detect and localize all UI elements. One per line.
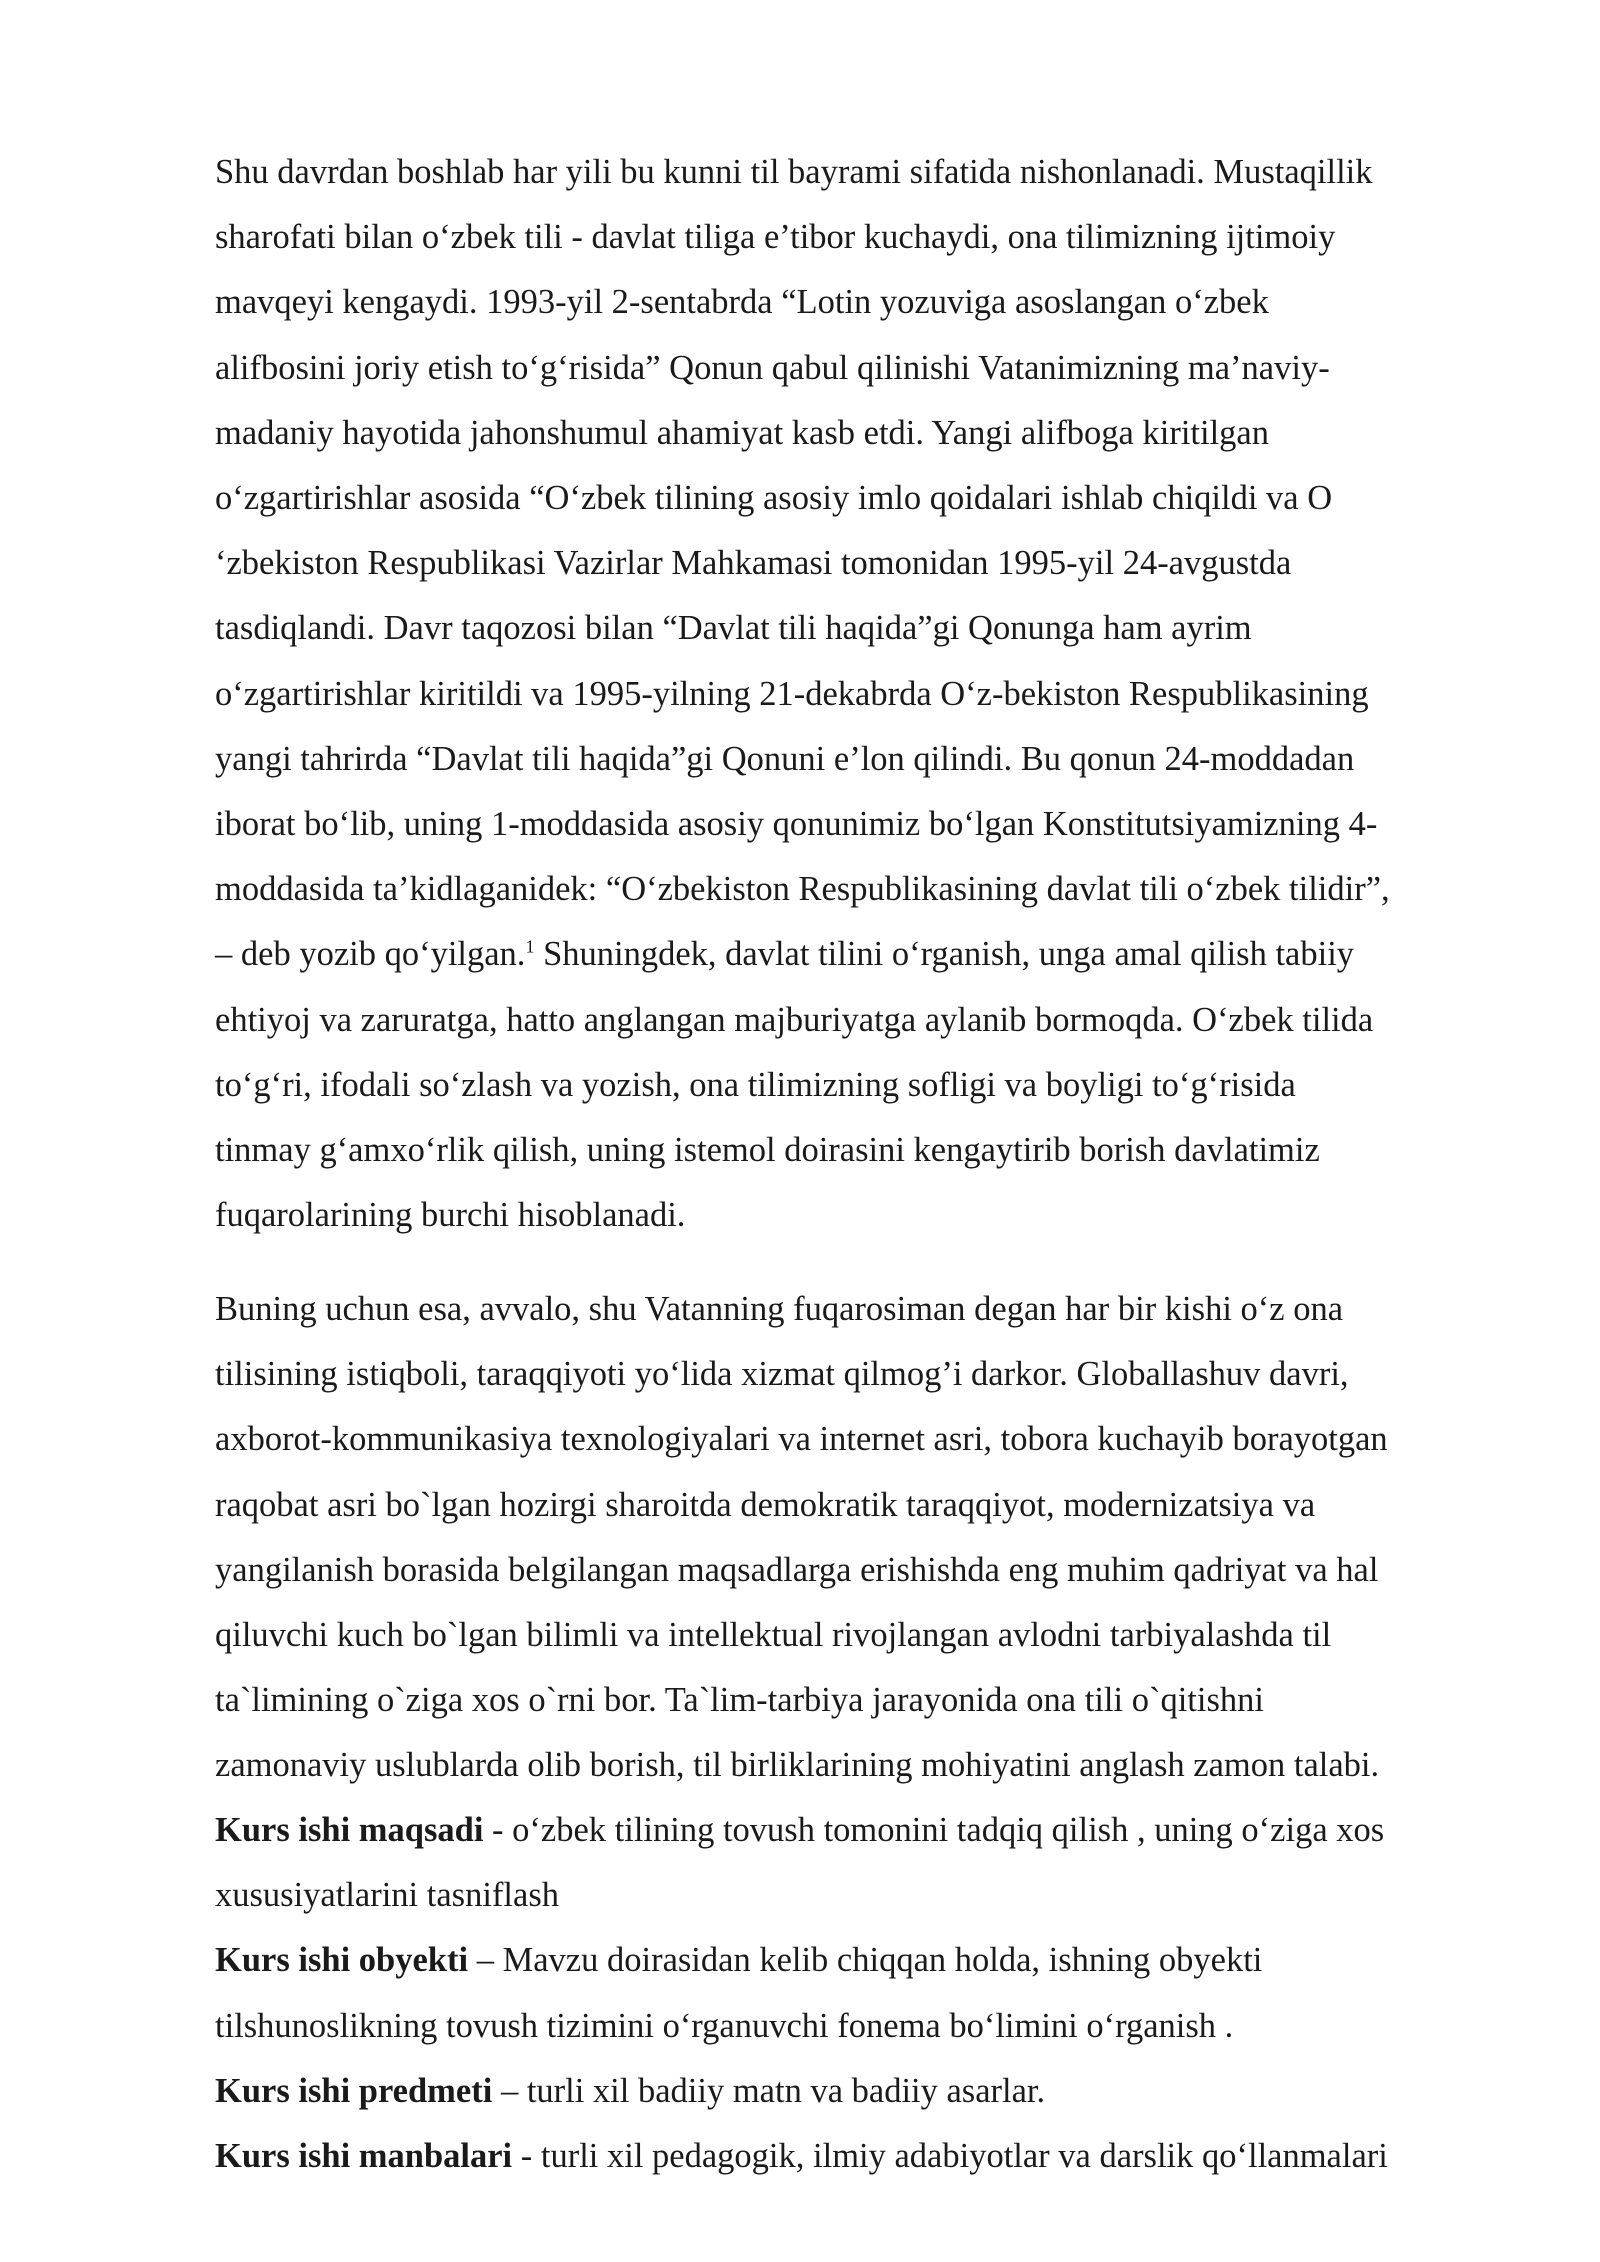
- text-line: axborot-kommunikasiya texnologiyalari va internet asri, tobora kuchayib borayotgan: [215, 1420, 1388, 1459]
- footnote-reference[interactable]: 1: [525, 936, 535, 957]
- course-work-definitions: [215, 1798, 1505, 2189]
- definition-object: [215, 1928, 1505, 1993]
- text-line: Buning uchun esa, avvalo, shu Vatanning fuqarosiman degan har bir kishi o‘z ona: [215, 1290, 1344, 1328]
- text-line-with-footnote: [215, 922, 1505, 987]
- definition-continuation: xususiyatlarini tasniflash: [215, 1876, 559, 1915]
- text-line: tilisining istiqboli, taraqqiyoti yo‘lida xizmat qilmog’i darkor. Globallashuv davri,: [215, 1355, 1349, 1394]
- text-segment: Shuningdek, davlat tilini o‘rganish, unga amal qilish tabiiy: [534, 935, 1355, 974]
- text-line: o‘zgartirishlar kiritildi va 1995-yilning 21-dekabrda O‘z-bekiston Respublikasining: [215, 674, 1369, 713]
- definition-text: - o‘zbek tilining tovush tomonini tadqiq qilish , uning o‘ziga xos: [483, 1811, 1385, 1849]
- text-line: fuqarolarining burchi hisoblanadi.: [215, 1196, 686, 1235]
- definition-subject: [215, 2059, 1505, 2124]
- definition-term: Kurs ishi obyekti: [215, 1941, 469, 1980]
- text-line: tinmay g‘amxo‘rlik qilish, uning istemol doirasini kengaytirib borish davlatimiz: [215, 1131, 1320, 1170]
- text-line: zamonaviy uslublarda olib borish, til birliklarining mohiyatini anglash zamon talabi.: [215, 1746, 1380, 1785]
- text-line: mavqeyi kengaydi. 1993-yil 2-sentabrda “Lotin yozuviga asoslangan o‘zbek: [215, 283, 1269, 322]
- text-line: Shu davrdan boshlab har yili bu kunni til bayrami sifatida nishonlanadi. Mustaqillik: [215, 153, 1373, 191]
- definition-text: - turli xil pedagogik, ilmiy adabiyotlar va darslik qo‘llanmalari: [512, 2137, 1388, 2176]
- text-line: sharofati bilan o‘zbek tili - davlat tiliga e’tibor kuchaydi, ona tilimizning ijtimoiy: [215, 218, 1336, 257]
- definition-text: – turli xil badiiy matn va badiiy asarlar.: [492, 2071, 1046, 2110]
- text-line: moddasida ta’kidlaganidek: “O‘zbekiston Respublikasining davlat tili o‘zbek tilidir”,: [215, 870, 1390, 909]
- definition-term: Kurs ishi predmeti: [215, 2071, 493, 2110]
- definition-text: – Mavzu doirasidan kelib chiqqan holda, ishning obyekti: [468, 1941, 1263, 1980]
- text-line: alifbosini joriy etish to‘g‘risida” Qonun qabul qilinishi Vatanimizning ma’naviy-: [215, 348, 1330, 387]
- definition-goal: [215, 1798, 1505, 1863]
- text-line: raqobat asri bo`lgan hozirgi sharoitda demokratik taraqqiyot, modernizatsiya va: [215, 1485, 1316, 1524]
- text-line: o‘zgartirishlar asosida “O‘zbek tilining asosiy imlo qoidalari ishlab chiqildi va O: [215, 479, 1333, 518]
- text-line: ta`limining o`ziga xos o`rni bor. Ta`lim-tarbiya jarayonida ona tili o`qitishni: [215, 1681, 1264, 1720]
- definition-term: Kurs ishi manbalari: [215, 2137, 513, 2176]
- paragraph-language-law: [215, 140, 1505, 1248]
- text-line: iborat bo‘lib, uning 1-moddasida asosiy qonunimiz bo‘lgan Konstitutsiyamizning 4-: [215, 805, 1378, 844]
- text-line: madaniy hayotida jahonshumul ahamiyat kasb etdi. Yangi alifboga kiritilgan: [215, 413, 1269, 452]
- text-line: ehtiyoj va zaruratga, hatto anglangan majburiyatga aylanib bormoqda. O‘zbek tilida: [215, 1000, 1374, 1039]
- text-line: qiluvchi kuch bo`lgan bilimli va intellektual rivojlangan avlodni tarbiyalashda til: [215, 1616, 1332, 1655]
- paragraph-citizenship: [215, 1277, 1505, 1799]
- definition-sources: [215, 2124, 1505, 2189]
- text-line: to‘g‘ri, ifodali so‘zlash va yozish, ona tilimizning sofligi va boyligi to‘g‘risida: [215, 1065, 1296, 1104]
- definition-continuation: tilshunoslikning tovush tizimini o‘rganuvchi fonema bo‘limini o‘rganish .: [215, 2006, 1234, 2045]
- text-segment: – deb yozib qo‘yilgan.: [215, 935, 526, 974]
- definition-term: Kurs ishi maqsadi: [215, 1811, 484, 1849]
- text-line: tasdiqlandi. Davr taqozosi bilan “Davlat tili haqida”gi Qonunga ham ayrim: [215, 609, 1252, 648]
- text-line: yangilanish borasida belgilangan maqsadlarga erishishda eng muhim qadriyat va hal: [215, 1550, 1379, 1589]
- text-line: ‘zbekiston Respublikasi Vazirlar Mahkamasi tomonidan 1995-yil 24-avgustda: [215, 544, 1292, 583]
- text-line: yangi tahrirda “Davlat tili haqida”gi Qonuni e’lon qilindi. Bu qonun 24-moddadan: [215, 739, 1355, 778]
